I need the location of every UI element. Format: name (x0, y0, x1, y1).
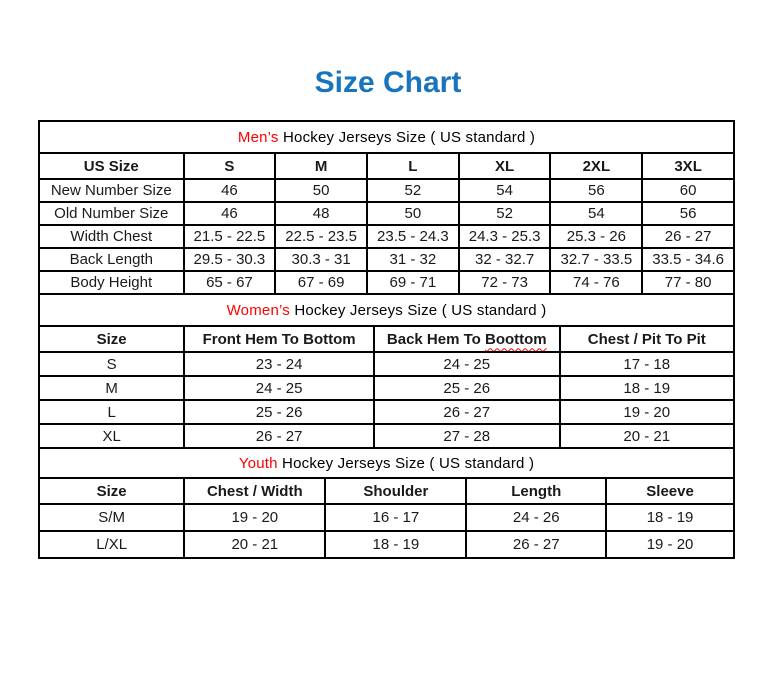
page-title: Size Chart (314, 66, 462, 99)
youth-table-title-row (39, 448, 734, 478)
youth-table-head (39, 448, 734, 504)
mens-table-head (39, 121, 734, 179)
womens-title-rest: Hockey Jerseys Size ( US standard ) (289, 301, 547, 319)
youth-column-header: Size (39, 478, 184, 504)
mens-table-row (39, 248, 734, 271)
youth-column-header: Sleeve (606, 478, 734, 504)
youth-size-value: 19 - 20 (606, 531, 734, 558)
mens-table-row (39, 202, 734, 225)
mens-size-value: 77 - 80 (642, 271, 734, 294)
womens-table-row (39, 400, 734, 424)
mens-column-header: 2XL (550, 153, 642, 179)
mens-size-value: 26 - 27 (642, 225, 734, 248)
mens-column-header: XL (459, 153, 551, 179)
mens-size-value: 48 (275, 202, 367, 225)
mens-size-value: 23.5 - 24.3 (367, 225, 459, 248)
mens-table-body (39, 179, 734, 294)
mens-size-value: 32.7 - 33.5 (550, 248, 642, 271)
mens-size-value: 54 (459, 179, 551, 202)
size-chart-tables (38, 120, 735, 559)
youth-size-value: 26 - 27 (466, 531, 606, 558)
youth-row-label: S/M (39, 504, 184, 531)
mens-size-value: 72 - 73 (459, 271, 551, 294)
youth-column-header: Length (466, 478, 606, 504)
mens-size-value: 46 (184, 179, 276, 202)
mens-title-highlight: Men’s (237, 128, 279, 146)
mens-column-header: L (367, 153, 459, 179)
mens-size-value: 67 - 69 (275, 271, 367, 294)
womens-title-highlight: Women’s (226, 301, 290, 319)
mens-size-value: 69 - 71 (367, 271, 459, 294)
womens-column-header: Back Hem To Boottom (374, 326, 560, 352)
womens-size-value: 24 - 25 (184, 376, 374, 400)
mens-table-row (39, 225, 734, 248)
mens-table-row (39, 179, 734, 202)
mens-row-label: New Number Size (39, 179, 184, 202)
mens-row-label: Back Length (39, 248, 184, 271)
mens-size-value: 21.5 - 22.5 (184, 225, 276, 248)
mens-size-value: 74 - 76 (550, 271, 642, 294)
mens-column-header-row (39, 153, 734, 179)
youth-size-value: 19 - 20 (184, 504, 325, 531)
mens-size-value: 56 (550, 179, 642, 202)
mens-size-value: 52 (459, 202, 551, 225)
misspelled-word: Boottom (484, 330, 547, 348)
womens-row-label: XL (39, 424, 184, 448)
mens-size-value: 32 - 32.7 (459, 248, 551, 271)
womens-table-body (39, 352, 734, 448)
mens-size-value: 33.5 - 34.6 (642, 248, 734, 271)
womens-size-value: 26 - 27 (184, 424, 374, 448)
youth-size-value: 16 - 17 (325, 504, 466, 531)
womens-size-value: 18 - 19 (560, 376, 734, 400)
womens-table-row (39, 376, 734, 400)
mens-row-label: Body Height (39, 271, 184, 294)
womens-column-header: Size (39, 326, 184, 352)
youth-column-header: Chest / Width (184, 478, 325, 504)
mens-column-header: M (275, 153, 367, 179)
mens-size-value: 54 (550, 202, 642, 225)
womens-size-value: 25 - 26 (184, 400, 374, 424)
mens-size-value: 60 (642, 179, 734, 202)
mens-size-value: 30.3 - 31 (275, 248, 367, 271)
mens-size-value: 31 - 32 (367, 248, 459, 271)
womens-table-row (39, 352, 734, 376)
mens-column-header: 3XL (642, 153, 734, 179)
mens-size-value: 50 (367, 202, 459, 225)
youth-size-value: 24 - 26 (466, 504, 606, 531)
youth-title-highlight: Youth (238, 454, 278, 472)
youth-table-title (39, 448, 734, 478)
mens-size-value: 24.3 - 25.3 (459, 225, 551, 248)
womens-size-value: 26 - 27 (374, 400, 560, 424)
youth-size-table (38, 447, 735, 559)
youth-title-rest: Hockey Jerseys Size ( US standard ) (277, 454, 535, 472)
mens-size-value: 65 - 67 (184, 271, 276, 294)
youth-table-body (39, 504, 734, 558)
womens-row-label: M (39, 376, 184, 400)
womens-column-header: Chest / Pit To Pit (560, 326, 734, 352)
womens-size-value: 20 - 21 (560, 424, 734, 448)
womens-row-label: S (39, 352, 184, 376)
youth-table-row (39, 504, 734, 531)
youth-table-row (39, 531, 734, 558)
mens-title-rest: Hockey Jerseys Size ( US standard ) (278, 128, 536, 146)
mens-size-value: 52 (367, 179, 459, 202)
womens-column-header-row (39, 326, 734, 352)
youth-size-value: 18 - 19 (606, 504, 734, 531)
mens-column-header: US Size (39, 153, 184, 179)
womens-table-title-row (39, 294, 734, 326)
mens-size-value: 22.5 - 23.5 (275, 225, 367, 248)
womens-size-value: 19 - 20 (560, 400, 734, 424)
womens-size-table (38, 293, 735, 449)
mens-size-value: 46 (184, 202, 276, 225)
youth-column-header-row (39, 478, 734, 504)
womens-table-row (39, 424, 734, 448)
mens-size-value: 29.5 - 30.3 (184, 248, 276, 271)
womens-size-value: 23 - 24 (184, 352, 374, 376)
mens-table-row (39, 271, 734, 294)
mens-size-value: 50 (275, 179, 367, 202)
youth-row-label: L/XL (39, 531, 184, 558)
womens-size-value: 27 - 28 (374, 424, 560, 448)
youth-column-header: Shoulder (325, 478, 466, 504)
mens-row-label: Old Number Size (39, 202, 184, 225)
womens-row-label: L (39, 400, 184, 424)
mens-size-value: 56 (642, 202, 734, 225)
mens-table-title-row (39, 121, 734, 153)
mens-table-title (39, 121, 734, 153)
mens-size-table (38, 120, 735, 295)
mens-row-label: Width Chest (39, 225, 184, 248)
womens-column-header: Front Hem To Bottom (184, 326, 374, 352)
womens-size-value: 17 - 18 (560, 352, 734, 376)
womens-size-value: 24 - 25 (374, 352, 560, 376)
youth-size-value: 20 - 21 (184, 531, 325, 558)
mens-column-header: S (184, 153, 276, 179)
youth-size-value: 18 - 19 (325, 531, 466, 558)
womens-size-value: 25 - 26 (374, 376, 560, 400)
womens-table-head (39, 294, 734, 352)
womens-table-title (39, 294, 734, 326)
mens-size-value: 25.3 - 26 (550, 225, 642, 248)
